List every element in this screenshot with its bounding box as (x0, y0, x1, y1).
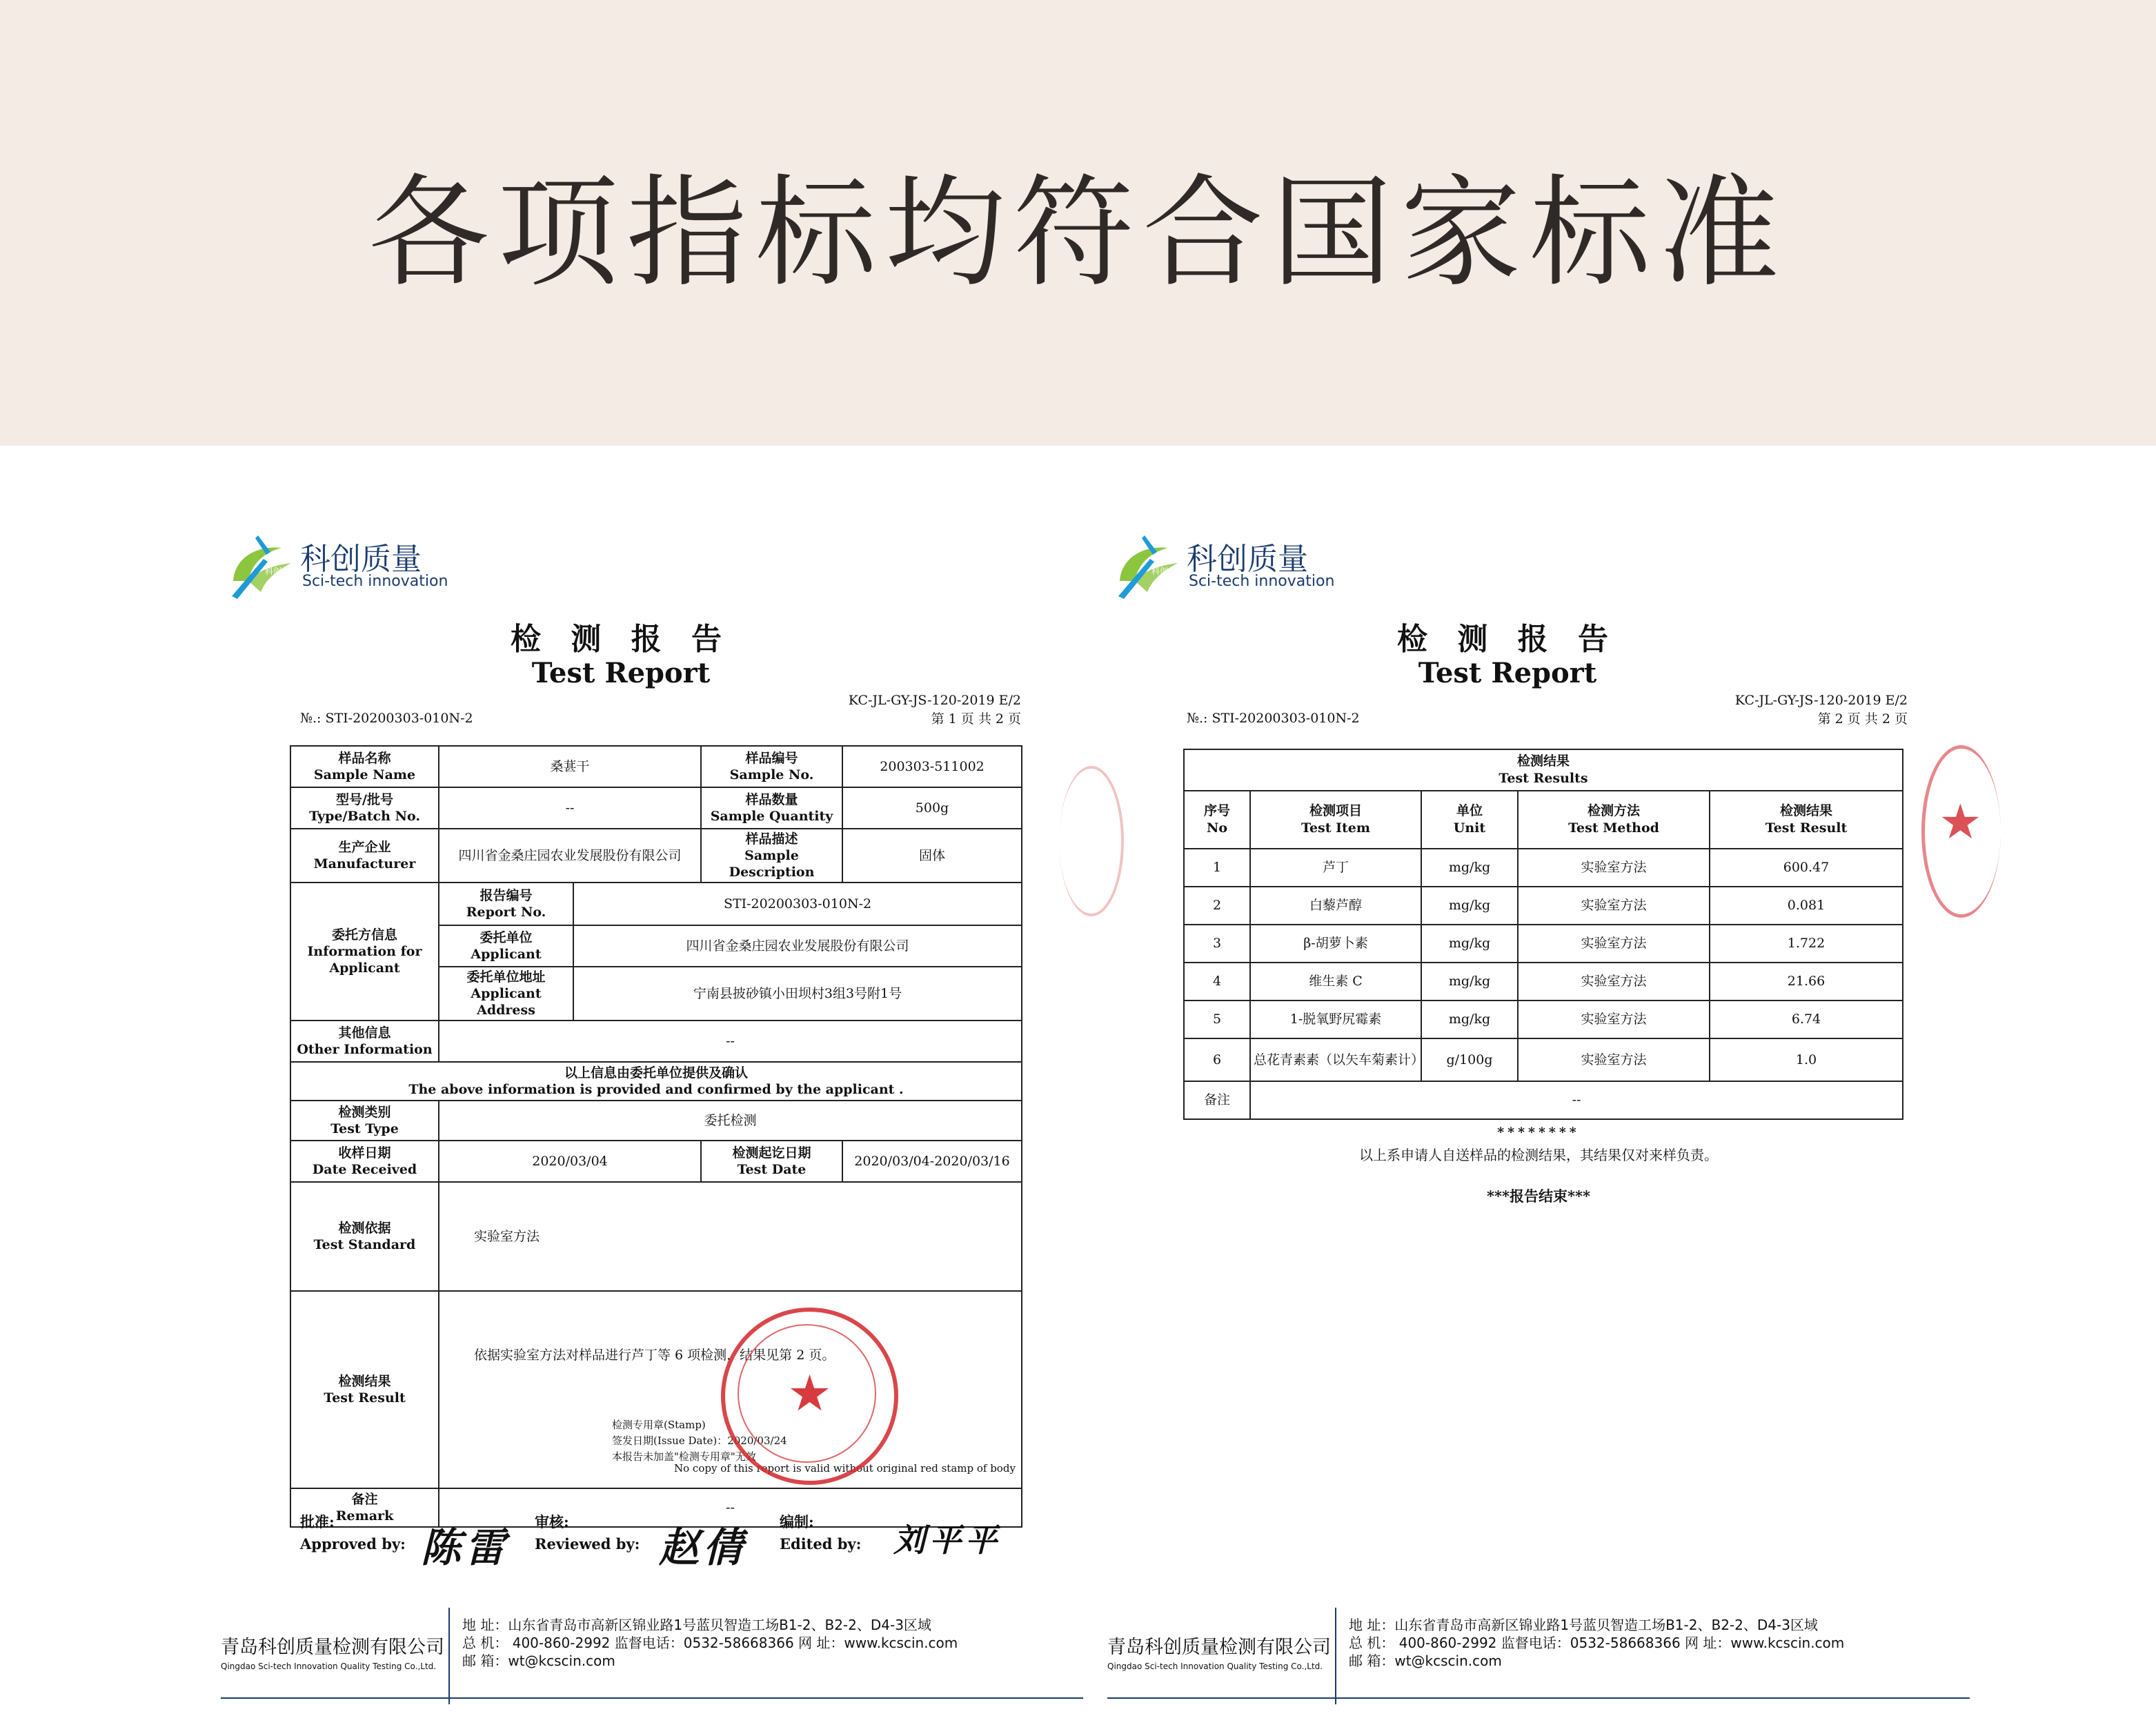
reviewed-label: 审核: Reviewed by: (535, 1513, 640, 1552)
logo-mini-text: 科创 (1151, 566, 1169, 576)
row-result: 6.74 (1710, 1000, 1903, 1038)
table-row (1184, 1000, 1903, 1038)
report-title-cn: 检 测 报 告 (1397, 622, 1618, 657)
confirm-statement: 以上信息由委托单位提供及确认 The above information is provided and confirmed by the applicant . (290, 1062, 1022, 1101)
company-logo (1114, 531, 1335, 600)
report-no-value: STI-20200303-010N-2 (573, 883, 1022, 925)
official-red-stamp (721, 1308, 898, 1485)
company-logo (228, 531, 448, 600)
page-footer (207, 1601, 1097, 1704)
divider-stars: ******** (1497, 1125, 1580, 1140)
page-footer (1094, 1601, 1984, 1704)
page-label: 第 1 页 共 2 页 (931, 711, 1021, 727)
edited-label: 编制: Edited by: (780, 1513, 862, 1552)
row-unit: mg/kg (1421, 887, 1518, 925)
label-cell: 检测类别 Test Type (290, 1101, 439, 1141)
label-cell: 其他信息 Other Information (290, 1021, 439, 1062)
date-received-value: 2020/03/04 (439, 1141, 701, 1182)
type-value: -- (439, 787, 701, 829)
row-item: β-胡萝卜素 (1250, 925, 1421, 963)
footer-divider (1335, 1608, 1336, 1704)
edited-signature: 刘平平 (893, 1521, 1001, 1559)
footer-divider (448, 1608, 450, 1704)
row-method: 实验室方法 (1518, 963, 1710, 1000)
stamp-label: 检测专用章(Stamp) (612, 1419, 706, 1431)
table-row (290, 1141, 1022, 1182)
row-item: 白藜芦醇 (1250, 887, 1421, 925)
column-header: 序号 No (1184, 791, 1250, 849)
issue-date: 签发日期(Issue Date)：2020/03/24 (612, 1435, 787, 1447)
label-cell: 收样日期 Date Received (290, 1141, 439, 1182)
row-item: 1-脱氧野尻霉素 (1250, 1000, 1421, 1038)
label-cell: 委托方信息 Information for Applicant (290, 883, 439, 1021)
report-page-2 (1094, 511, 1984, 1704)
logo-name-en: Sci-tech innovation (1189, 573, 1335, 590)
table-header-row (1184, 791, 1903, 849)
footer-underline (1107, 1697, 1970, 1699)
row-result: 1.0 (1710, 1038, 1903, 1081)
other-info-value: -- (439, 1021, 1022, 1062)
column-header: 单位 Unit (1421, 791, 1518, 849)
row-method: 实验室方法 (1518, 887, 1710, 925)
table-row (290, 787, 1022, 829)
results-title: 检测结果 Test Results (1184, 749, 1903, 791)
report-number: №.: STI-20200303-010N-2 (1187, 711, 1360, 726)
label-cell: 生产企业 Manufacturer (290, 829, 439, 883)
footer-underline (221, 1697, 1083, 1699)
label-cell: 样品数量 Sample Quantity (701, 787, 842, 829)
result-description: 依据实验室方法对样品进行芦丁等 6 项检测，结果见第 2 页。 (474, 1348, 835, 1363)
approved-signature: 陈雷 (421, 1524, 510, 1571)
report-code-block (1735, 691, 1908, 729)
remark-label: 备注 (1184, 1081, 1250, 1119)
logo-mini-text: 科创 (265, 566, 282, 576)
table-row (290, 1101, 1022, 1141)
row-item: 芦丁 (1250, 849, 1421, 887)
table-row (1184, 887, 1903, 925)
row-result: 1.722 (1710, 925, 1903, 963)
table-row (290, 883, 1022, 925)
row-method: 实验室方法 (1518, 925, 1710, 963)
test-date-value: 2020/03/04-2020/03/16 (842, 1141, 1022, 1182)
report-title-en: Test Report (1418, 657, 1597, 689)
table-row (290, 1182, 1022, 1291)
report-title-en: Test Report (531, 657, 711, 689)
table-row (1184, 1081, 1903, 1119)
table-row (290, 1021, 1022, 1062)
manufacturer-value: 四川省金桑庄园农业发展股份有限公司 (439, 829, 701, 883)
row-no: 2 (1184, 887, 1250, 925)
sample-name-value: 桑葚干 (439, 746, 701, 787)
footer-company-en: Qingdao Sci-tech Innovation Quality Testing Co.,Ltd. (1107, 1662, 1323, 1671)
test-type-value: 委托检测 (439, 1101, 1022, 1141)
approved-label: 批准: Approved by: (300, 1513, 406, 1552)
description-value: 固体 (842, 829, 1022, 883)
logo-icon (1114, 531, 1183, 600)
label-cell: 委托单位 Applicant (439, 925, 573, 967)
banner-title: 各项指标均符合国家标准 (368, 163, 1788, 304)
address-value: 宁南县披砂镇小田坝村3组3号附1号 (573, 967, 1022, 1021)
label-cell: 型号/批号 Type/Batch No. (290, 787, 439, 829)
footer-company-cn: 青岛科创质量检测有限公司 (1107, 1637, 1331, 1658)
row-item: 总花青素素（以矢车菊素计） (1250, 1038, 1421, 1081)
table-row (290, 1062, 1022, 1101)
table-row (1184, 849, 1903, 887)
label-cell: 委托单位地址 Applicant Address (439, 967, 573, 1021)
row-no: 5 (1184, 1000, 1250, 1038)
label-cell: 样品描述 Sample Description (701, 829, 842, 883)
row-unit: mg/kg (1421, 1000, 1518, 1038)
row-no: 3 (1184, 925, 1250, 963)
label-cell: 样品名称 Sample Name (290, 746, 439, 787)
remark-value: -- (1250, 1081, 1903, 1119)
report-title-cn: 检 测 报 告 (511, 622, 731, 657)
results-note: 以上系申请人自送样品的检测结果，其结果仅对来样负责。 (1359, 1147, 1718, 1163)
label-cell: 检测结果 Test Result (290, 1291, 439, 1488)
row-result: 21.66 (1710, 963, 1903, 1000)
test-standard-value: 实验室方法 (439, 1182, 1022, 1291)
report-code: KC-JL-GY-JS-120-2019 E/2 (848, 693, 1021, 708)
report-info-table (290, 745, 1022, 1528)
table-row (1184, 963, 1903, 1000)
row-method: 实验室方法 (1518, 1000, 1710, 1038)
column-header: 检测结果 Test Result (1710, 791, 1903, 849)
report-page-1 (207, 511, 1097, 1704)
page-label: 第 2 页 共 2 页 (1817, 711, 1908, 727)
report-end-marker: ***报告结束*** (1487, 1187, 1590, 1205)
label-cell: 检测起讫日期 Test Date (701, 1141, 842, 1182)
row-unit: mg/kg (1421, 849, 1518, 887)
row-no: 1 (1184, 849, 1250, 887)
row-method: 实验室方法 (1518, 849, 1710, 887)
label-cell: 报告编号 Report No. (439, 883, 573, 925)
row-unit: mg/kg (1421, 925, 1518, 963)
report-code: KC-JL-GY-JS-120-2019 E/2 (1734, 693, 1908, 708)
stamp-warning: 本报告未加盖"检测专用章"无效 (612, 1450, 756, 1463)
label-cell: 备注 Remark (290, 1488, 439, 1527)
copy-validity-note: No copy of this report is valid without original red stamp of body (674, 1462, 1016, 1475)
logo-icon (228, 531, 297, 600)
row-unit: mg/kg (1421, 963, 1518, 1000)
logo-name-en: Sci-tech innovation (302, 573, 448, 590)
report-code-block (849, 691, 1021, 729)
row-result: 0.081 (1710, 887, 1903, 925)
column-header: 检测项目 Test Item (1250, 791, 1421, 849)
row-result: 600.47 (1710, 849, 1903, 887)
label-cell: 检测依据 Test Standard (290, 1182, 439, 1291)
footer-company-cn: 青岛科创质量检测有限公司 (221, 1637, 444, 1658)
row-unit: g/100g (1421, 1038, 1518, 1081)
table-row (290, 1291, 1022, 1488)
footer-contact: 地 址：山东省青岛市高新区锦业路1号蓝贝智造工场B1-2、B2-2、D4-3区域 总 机： 400-860-2992 监督电话：0532-58668366 网 址：www.kcscin.com 邮 箱：wt@kcscin.com (462, 1617, 958, 1669)
logo-name-cn: 科创质量 (1187, 542, 1308, 577)
table-row (290, 746, 1022, 787)
table-row (1184, 749, 1903, 791)
table-row (1184, 925, 1903, 963)
label-cell: 样品编号 Sample No. (701, 746, 842, 787)
row-method: 实验室方法 (1518, 1038, 1710, 1081)
row-no: 4 (1184, 963, 1250, 1000)
sample-no-value: 200303-511002 (842, 746, 1022, 787)
report-number: №.: STI-20200303-010N-2 (300, 711, 473, 726)
table-row (290, 829, 1022, 883)
results-table (1183, 749, 1903, 1120)
column-header: 检测方法 Test Method (1518, 791, 1710, 849)
applicant-value: 四川省金桑庄园农业发展股份有限公司 (573, 925, 1022, 967)
signature-row (300, 1511, 1059, 1573)
star-icon: ★ (787, 1364, 832, 1422)
logo-name-cn: 科创质量 (300, 542, 422, 577)
star-icon: ★ (1939, 793, 1982, 850)
footer-company-en: Qingdao Sci-tech Innovation Quality Testing Co.,Ltd. (221, 1662, 437, 1671)
footer-contact: 地 址：山东省青岛市高新区锦业路1号蓝贝智造工场B1-2、B2-2、D4-3区域 总 机： 400-860-2992 监督电话：0532-58668366 网 址：www.kcscin.com 邮 箱：wt@kcscin.com (1349, 1617, 1845, 1669)
reviewed-signature: 赵倩 (659, 1524, 748, 1571)
table-row (1184, 1038, 1903, 1081)
row-no: 6 (1184, 1038, 1250, 1081)
remark-value: -- (439, 1488, 1022, 1527)
quantity-value: 500g (842, 787, 1022, 829)
row-item: 维生素 C (1250, 963, 1421, 1000)
